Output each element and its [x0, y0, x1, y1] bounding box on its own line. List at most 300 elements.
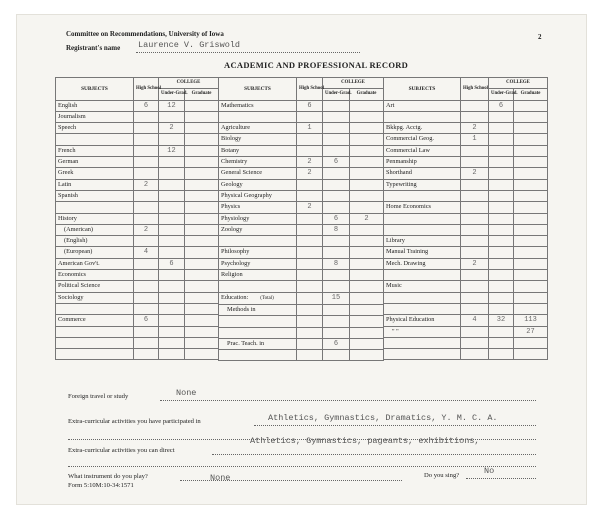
graduate-cell: [185, 213, 219, 224]
foreign-travel-value: None: [176, 388, 197, 398]
high-school-cell: [134, 134, 159, 145]
subject-cell: Speech: [56, 123, 134, 134]
record-table-sciences-education: [218, 77, 384, 361]
high-school-cell: [297, 258, 323, 269]
table-row: [219, 123, 384, 134]
graduate-cell: [514, 145, 548, 156]
table-row: [384, 326, 548, 337]
under-grad-cell: [159, 315, 185, 326]
high-school-cell: 2: [297, 157, 323, 168]
under-grad-cell: [489, 145, 514, 156]
graduate-cell: [350, 111, 384, 122]
under-grad-cell: [159, 157, 185, 168]
graduate-cell: [350, 281, 384, 292]
subject-cell: [384, 292, 461, 303]
table-row: [384, 303, 548, 314]
high-school-cell: 4: [134, 247, 159, 258]
high-school-cell: [297, 111, 323, 122]
subject-cell: Religion: [219, 270, 297, 281]
under-grad-cell: 32: [489, 315, 514, 326]
under-grad-header: Under-Grad.: [323, 89, 350, 100]
high-school-cell: [461, 326, 489, 337]
under-grad-cell: [323, 179, 350, 190]
extra-curricular-value: Athletics, Gymnastics, Dramatics, Y. M. C. A.: [268, 413, 498, 423]
graduate-cell: [185, 349, 219, 360]
subject-cell: [384, 190, 461, 201]
high-school-cell: [297, 134, 323, 145]
graduate-cell: [350, 327, 384, 338]
subject-cell: General Science: [219, 168, 297, 179]
graduate-cell: [350, 190, 384, 201]
graduate-cell: [350, 145, 384, 156]
under-grad-cell: [159, 190, 185, 201]
high-school-cell: 2: [461, 168, 489, 179]
under-grad-cell: [323, 270, 350, 281]
graduate-cell: [350, 258, 384, 269]
table-row: [56, 111, 219, 122]
subject-cell: " ": [384, 326, 461, 337]
graduate-cell: [185, 247, 219, 258]
graduate-cell: [185, 292, 219, 303]
subject-cell: [56, 349, 134, 360]
under-grad-cell: 6: [489, 100, 514, 111]
subject-cell: (European): [56, 247, 134, 258]
under-grad-cell: [489, 270, 514, 281]
high-school-cell: [461, 145, 489, 156]
college-header: COLLEGE: [489, 78, 548, 89]
high-school-cell: [297, 327, 323, 338]
table-row: [56, 303, 219, 314]
subject-cell: Commercial Law: [384, 145, 461, 156]
under-grad-cell: [323, 168, 350, 179]
graduate-cell: [185, 315, 219, 326]
under-grad-cell: [489, 236, 514, 247]
high-school-cell: 2: [461, 258, 489, 269]
high-school-cell: [297, 247, 323, 258]
graduate-cell: [350, 292, 384, 304]
table-row: [384, 349, 548, 360]
table-row: [384, 145, 548, 156]
high-school-cell: [461, 157, 489, 168]
subject-cell: [56, 303, 134, 314]
under-grad-cell: [159, 134, 185, 145]
subject-cell: [219, 350, 297, 361]
graduate-cell: [350, 134, 384, 145]
subject-cell: [56, 326, 134, 337]
graduate-cell: [514, 202, 548, 213]
table-row: [56, 168, 219, 179]
graduate-cell: [185, 134, 219, 145]
table-row: [219, 202, 384, 213]
table-row: [56, 326, 219, 337]
table-row: [56, 258, 219, 269]
under-grad-cell: [489, 168, 514, 179]
subject-cell: French: [56, 145, 134, 156]
under-grad-cell: [489, 349, 514, 360]
registrant-line: [136, 52, 360, 53]
table-row: [219, 350, 384, 361]
subject-cell: Mathematics: [219, 100, 297, 111]
subject-cell: Philosophy: [219, 247, 297, 258]
graduate-cell: [185, 123, 219, 134]
graduate-cell: [514, 100, 548, 111]
high-school-cell: [134, 111, 159, 122]
high-school-cell: [461, 337, 489, 348]
under-grad-cell: [159, 349, 185, 360]
under-grad-cell: [489, 281, 514, 292]
table-row: [384, 247, 548, 258]
subject-cell: [219, 236, 297, 247]
under-grad-cell: [323, 304, 350, 315]
high-school-cell: [461, 236, 489, 247]
graduate-cell: [185, 303, 219, 314]
high-school-cell: [461, 213, 489, 224]
graduate-cell: 113: [514, 315, 548, 326]
under-grad-cell: 6: [323, 157, 350, 168]
high-school-cell: [134, 326, 159, 337]
under-grad-cell: [323, 145, 350, 156]
graduate-cell: [185, 258, 219, 269]
college-header: COLLEGE: [159, 78, 219, 89]
graduate-cell: [514, 157, 548, 168]
subject-cell: Prac. Teach. in: [219, 338, 297, 349]
subject-cell: [56, 202, 134, 213]
high-school-cell: [297, 281, 323, 292]
high-school-cell: [461, 111, 489, 122]
subject-cell: Typewriting: [384, 179, 461, 190]
table-row: [56, 247, 219, 258]
under-grad-cell: [489, 292, 514, 303]
subject-cell: Physical Education: [384, 315, 461, 326]
subject-cell: Home Economics: [384, 202, 461, 213]
table-row: [219, 111, 384, 122]
graduate-cell: [514, 292, 548, 303]
high-school-cell: [461, 281, 489, 292]
graduate-cell: [350, 350, 384, 361]
instrument-label: What instrument do you play?: [68, 473, 148, 480]
record-table-arts-commercial: [383, 77, 548, 360]
table-row: [56, 123, 219, 134]
high-school-cell: [461, 292, 489, 303]
under-grad-cell: [323, 236, 350, 247]
high-school-cell: [461, 303, 489, 314]
table-row: [384, 281, 548, 292]
graduate-cell: [514, 303, 548, 314]
table-row: [384, 123, 548, 134]
under-grad-cell: 8: [323, 224, 350, 235]
subject-cell: [384, 270, 461, 281]
under-grad-cell: [159, 202, 185, 213]
under-grad-cell: [323, 316, 350, 327]
table-row: [384, 236, 548, 247]
table-row: [219, 247, 384, 258]
graduate-cell: [185, 157, 219, 168]
form-number: Form 5:10M:10-34:1571: [68, 482, 134, 489]
subject-cell: Zoology: [219, 224, 297, 235]
high-school-cell: [461, 247, 489, 258]
high-school-cell: [297, 224, 323, 235]
graduate-cell: [185, 202, 219, 213]
graduate-cell: [514, 213, 548, 224]
under-grad-cell: [159, 111, 185, 122]
under-grad-cell: [489, 179, 514, 190]
under-grad-cell: [489, 247, 514, 258]
high-school-cell: 2: [297, 168, 323, 179]
subject-cell: Psychology: [219, 258, 297, 269]
under-grad-cell: 6: [323, 213, 350, 224]
high-school-cell: [297, 236, 323, 247]
high-school-cell: [134, 349, 159, 360]
table-row: [219, 190, 384, 201]
subject-cell: [219, 316, 297, 327]
under-grad-cell: [159, 213, 185, 224]
under-grad-cell: 8: [323, 258, 350, 269]
table-row: [219, 100, 384, 111]
table-row: [56, 292, 219, 303]
subject-cell: History: [56, 213, 134, 224]
under-grad-cell: [489, 326, 514, 337]
table-row: [384, 270, 548, 281]
high-school-cell: [461, 349, 489, 360]
high-school-cell: [297, 316, 323, 327]
table-row: [384, 168, 548, 179]
graduate-cell: [350, 270, 384, 281]
table-row: [384, 179, 548, 190]
graduate-cell: [514, 168, 548, 179]
graduate-cell: [185, 100, 219, 111]
table-row: [219, 213, 384, 224]
high-school-cell: [297, 145, 323, 156]
subject-cell: English: [56, 100, 134, 111]
high-school-cell: [297, 213, 323, 224]
graduate-cell: [185, 281, 219, 292]
under-grad-cell: [159, 224, 185, 235]
table-row: [56, 281, 219, 292]
table-row: [219, 224, 384, 235]
table-row: [219, 270, 384, 281]
record-table-languages-social: [55, 77, 219, 360]
under-grad-cell: [323, 123, 350, 134]
under-grad-cell: [489, 337, 514, 348]
subject-cell: (American): [56, 224, 134, 235]
under-grad-cell: [323, 247, 350, 258]
high-school-cell: [134, 270, 159, 281]
graduate-cell: [514, 179, 548, 190]
subject-cell: Education: (Total): [219, 292, 297, 304]
subject-cell: [219, 327, 297, 338]
table-row: [384, 202, 548, 213]
graduate-cell: [514, 349, 548, 360]
graduate-cell: [350, 338, 384, 349]
high-school-cell: [134, 123, 159, 134]
table-row: [56, 100, 219, 111]
high-school-cell: [134, 292, 159, 303]
graduate-cell: [514, 123, 548, 134]
subject-cell: Physics: [219, 202, 297, 213]
table-row: [219, 236, 384, 247]
graduate-cell: [514, 247, 548, 258]
graduate-cell: [185, 326, 219, 337]
foreign-travel-label: Foreign travel or study: [68, 393, 129, 400]
subject-cell: [219, 281, 297, 292]
subject-cell: Methods in: [219, 304, 297, 315]
table-row: [219, 292, 384, 304]
high-school-cell: [461, 224, 489, 235]
graduate-cell: [350, 224, 384, 235]
subject-cell: (English): [56, 236, 134, 247]
high-school-cell: [134, 337, 159, 348]
registrant-name: Laurence V. Griswold: [138, 40, 241, 50]
under-grad-cell: [159, 179, 185, 190]
graduate-header: Graduate: [514, 89, 548, 100]
subject-cell: Bkkpg. Acctg.: [384, 123, 461, 134]
graduate-cell: [514, 337, 548, 348]
high-school-cell: [297, 338, 323, 349]
subject-cell: [384, 111, 461, 122]
table-row: [219, 327, 384, 338]
under-grad-cell: 12: [159, 145, 185, 156]
high-school-cell: 2: [134, 224, 159, 235]
table-row: [56, 270, 219, 281]
graduate-cell: 27: [514, 326, 548, 337]
high-school-header: High School: [297, 78, 323, 101]
under-grad-cell: [159, 281, 185, 292]
subject-cell: Mech. Drawing: [384, 258, 461, 269]
graduate-cell: [514, 224, 548, 235]
high-school-cell: 2: [461, 123, 489, 134]
subject-cell: Art: [384, 100, 461, 111]
subject-cell: Penmanship: [384, 157, 461, 168]
high-school-header: High School: [134, 78, 159, 101]
can-direct-line: [212, 454, 536, 455]
sing-line: [466, 478, 536, 479]
subject-cell: Economics: [56, 270, 134, 281]
high-school-cell: [134, 157, 159, 168]
high-school-cell: [297, 350, 323, 361]
table-row: [384, 157, 548, 168]
under-grad-cell: 15: [323, 292, 350, 304]
under-grad-cell: 6: [323, 338, 350, 349]
under-grad-cell: [159, 236, 185, 247]
college-header: COLLEGE: [323, 78, 384, 89]
table-row: [384, 111, 548, 122]
graduate-cell: [514, 111, 548, 122]
under-grad-cell: [489, 303, 514, 314]
can-direct-label: Extra-curricular activities you can direct: [68, 447, 175, 454]
high-school-cell: 6: [297, 100, 323, 111]
table-row: [384, 100, 548, 111]
table-row: [219, 157, 384, 168]
high-school-cell: [297, 179, 323, 190]
under-grad-cell: 2: [159, 123, 185, 134]
high-school-cell: 6: [134, 100, 159, 111]
instrument-line: [180, 480, 402, 481]
high-school-cell: 2: [134, 179, 159, 190]
table-row: [56, 190, 219, 201]
under-grad-cell: [489, 157, 514, 168]
under-grad-cell: [323, 111, 350, 122]
high-school-cell: 4: [461, 315, 489, 326]
subject-cell: Chemistry: [219, 157, 297, 168]
graduate-cell: 2: [350, 213, 384, 224]
under-grad-cell: [323, 100, 350, 111]
high-school-cell: 1: [461, 134, 489, 145]
under-grad-cell: [323, 134, 350, 145]
foreign-travel-line: [160, 400, 536, 401]
graduate-cell: [350, 202, 384, 213]
under-grad-cell: [489, 224, 514, 235]
under-grad-cell: [489, 123, 514, 134]
graduate-cell: [185, 179, 219, 190]
graduate-cell: [350, 179, 384, 190]
under-grad-cell: [323, 327, 350, 338]
instrument-value: None: [210, 473, 231, 483]
under-grad-cell: [489, 258, 514, 269]
table-row: [56, 179, 219, 190]
table-row: [384, 315, 548, 326]
high-school-cell: [134, 303, 159, 314]
subject-cell: [384, 213, 461, 224]
high-school-cell: [134, 168, 159, 179]
under-grad-cell: [159, 168, 185, 179]
high-school-cell: [134, 213, 159, 224]
graduate-cell: [185, 337, 219, 348]
high-school-cell: [134, 281, 159, 292]
graduate-cell: [350, 247, 384, 258]
can-direct-line-2: [68, 466, 536, 467]
under-grad-cell: 6: [159, 258, 185, 269]
total-label: (Total): [260, 295, 274, 301]
graduate-cell: [185, 190, 219, 201]
table-row: [56, 315, 219, 326]
table-row: [56, 202, 219, 213]
graduate-cell: [514, 236, 548, 247]
extra-curricular-line: [254, 425, 536, 426]
high-school-cell: [134, 236, 159, 247]
table-row: [56, 145, 219, 156]
subject-cell: [384, 337, 461, 348]
under-grad-header: Under-Grad.: [489, 89, 514, 100]
subject-cell: Spanish: [56, 190, 134, 201]
high-school-cell: [461, 100, 489, 111]
graduate-cell: [350, 100, 384, 111]
graduate-cell: [514, 258, 548, 269]
graduate-cell: [514, 134, 548, 145]
high-school-cell: [134, 258, 159, 269]
under-grad-cell: [159, 247, 185, 258]
graduate-cell: [514, 190, 548, 201]
table-row: [56, 157, 219, 168]
subject-cell: Botany: [219, 145, 297, 156]
subject-cell: Greek: [56, 168, 134, 179]
under-grad-cell: [159, 337, 185, 348]
under-grad-cell: [489, 213, 514, 224]
graduate-cell: [350, 157, 384, 168]
graduate-cell: [185, 224, 219, 235]
graduate-cell: [185, 111, 219, 122]
under-grad-cell: [323, 350, 350, 361]
graduate-header: Graduate: [185, 89, 219, 100]
table-row: [384, 224, 548, 235]
high-school-cell: 1: [297, 123, 323, 134]
table-row: [56, 236, 219, 247]
high-school-cell: [134, 202, 159, 213]
subject-cell: Commercial Geog.: [384, 134, 461, 145]
graduate-cell: [350, 304, 384, 315]
subjects-header: SUBJECTS: [219, 78, 297, 101]
graduate-cell: [185, 270, 219, 281]
table-row: [219, 338, 384, 349]
